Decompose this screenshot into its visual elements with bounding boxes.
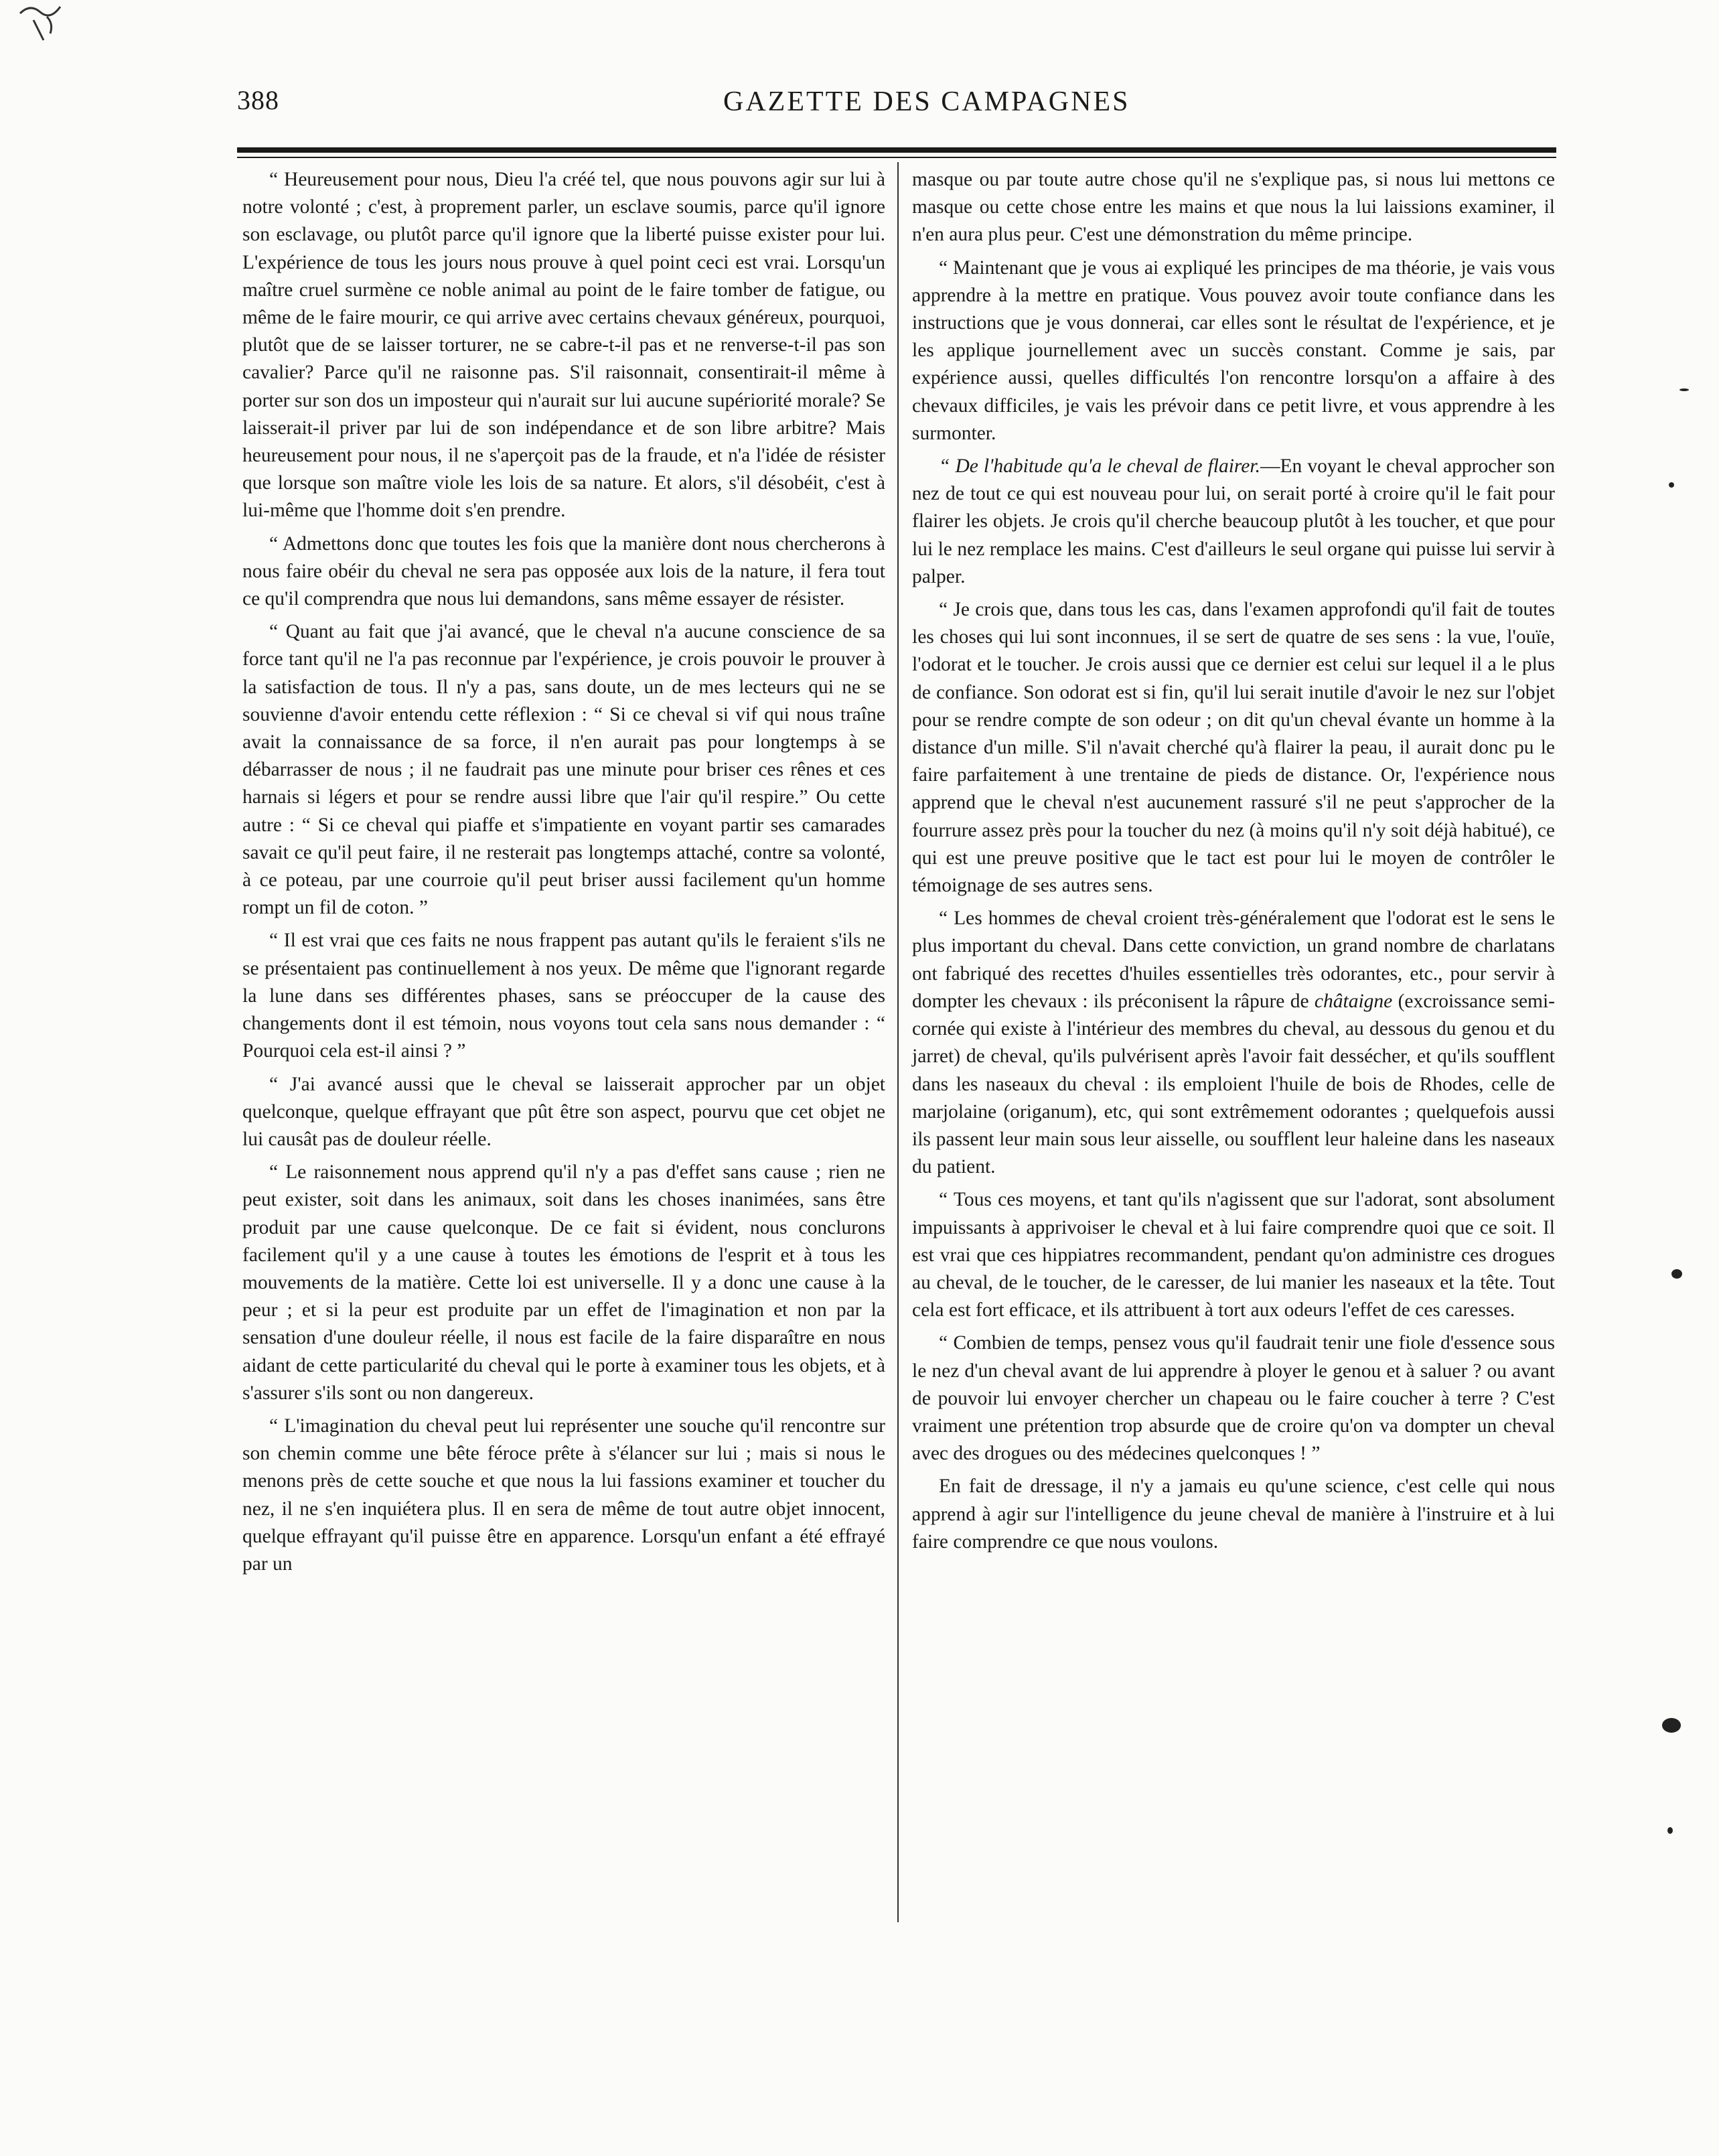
- speck-mark: [1667, 1827, 1673, 1834]
- paragraph: “ Je crois que, dans tous les cas, dans l'examen approfondi qu'il fait de toutes les choses qui lui sont inconnues, il se sert de quatre de ses sens : la vue, l'ouïe, l'odorat et le toucher. Je crois aussi que ce dernier est celui sur lequel il a le plus de confiance. Son odorat est si fin, qu'il lui serait inutile d'avoir le nez sur l'objet pour se rendre compte de son odeur ; on dit qu'un cheval évante un homme à la distance d'un mille. S'il n'avait cherché qu'à flairer la peau, il aurait donc pu le faire parfaitement à une trentaine de pieds de distance. Or, l'expérience nous apprend que le cheval n'est aucunement rassuré s'il ne peut s'approcher de la fourrure assez près pour la toucher du nez (à moins qu'il n'y soit déjà habitué), ce qui est une preuve positive que le tact est pour lui le moyen de contrôler le témoignage de ses autres sens.: [912, 599, 1555, 897]
- paragraph: masque ou par toute autre chose qu'il ne s'explique pas, si nous lui mettons ce masque ou cette chose entre les mains et que nous la lui laissions examiner, il n'en aura plus peur. C'est une démonstration du même principe.: [912, 169, 1555, 246]
- paragraph: “ Maintenant que je vous ai expliqué les principes de ma théorie, je vais vous apprendre à la mettre en pratique. Vous pouvez avoir toute confiance dans les instructions que je vous donnerai, car elles sont le résultat de l'expérience, et je les applique journellement avec un succès constant. Comme je sais, par expérience aussi, quelles difficultés l'on rencontre lorsqu'on a affaire à des chevaux difficiles, je vais les prévoir dans ce petit livre, et vous apprendre à les surmonter.: [912, 257, 1555, 444]
- speck-mark: [1662, 1718, 1681, 1733]
- paragraph: “ J'ai avancé aussi que le cheval se laisserait approcher par un objet quelconque, quelque effrayant que pût être son aspect, pourvu que cet objet ne lui causât pas de douleur réelle.: [242, 1073, 885, 1150]
- header-rule: [237, 147, 1556, 153]
- paragraph: “ Combien de temps, pensez vous qu'il faudrait tenir une fiole d'essence sous le nez d'un cheval avant de lui apprendre à ployer le genou et à saluer ? ou avant de pouvoir lui envoyer chercher un chapeau ou le faire coucher à terre ? C'est vraiment une prétention trop absurde que de croire qu'on va dompter un cheval avec des drogues ou des médecines quelconques ! ”: [912, 1332, 1555, 1465]
- section-heading: “ De l'habitude qu'a le cheval de flairer.: [939, 455, 1260, 478]
- running-title: GAZETTE DES CAMPAGNES: [723, 86, 1130, 117]
- speck-mark: [1669, 482, 1674, 488]
- paragraph: En fait de dressage, il n'y a jamais eu qu'une science, c'est celle qui nous apprend à agir sur l'intelligence du jeune cheval de manière à l'instruire et à lui faire comprendre ce que nous voulons.: [912, 1476, 1555, 1553]
- header-rule-thin: [237, 157, 1556, 158]
- paragraph: “ Quant au fait que j'ai avancé, que le cheval n'a aucune conscience de sa force tant qu'il ne l'a pas reconnue par l'expérience, je crois pouvoir le prouver à la satisfaction de tous. Il n'y a pas, sans doute, un de mes lecteurs qui ne se souvienne d'avoir entendu cette réflexion : “ Si ce cheval si vif qui nous traîne avait la connaissance de sa force, il n'en aurait pas pour longtemps à se débarrasser de nous ; il ne faudrait pas une minute pour briser ces rênes et ces harnais si légers et pour se rendre aussi libre que l'air qu'il respire.” Ou cette autre : “ Si ce cheval qui piaffe et s'impatiente en voyant partir ses camarades savait ce qu'il peut faire, il ne resterait pas longtemps attaché, contre sa volonté, à ce poteau, par une courroie qu'il peut briser aussi facilement qu'un homme rompt un fil de coton. ”: [242, 621, 885, 919]
- left-column: [242, 166, 885, 1583]
- column-divider: [897, 162, 899, 1922]
- paragraph: “ L'imagination du cheval peut lui représenter une souche qu'il rencontre sur son chemin comme une bête féroce prête à s'élancer sur lui ; mais si nous le menons près de cette souche et que nous la lui fassions examiner et toucher du nez, il ne s'en inquiétera plus. Il en sera de même de tout autre objet innocent, quelque effrayant qu'il puisse être en apparence. Lorsqu'un enfant a été effrayé par un: [242, 1415, 885, 1575]
- speck-mark: [1671, 1269, 1682, 1279]
- paragraph: “ Il est vrai que ces faits ne nous frappent pas autant qu'ils le feraient s'ils ne se présentaient pas continuellement à nos yeux. De même que l'ignorant regarde la lune dans ses différentes phases, sans se préoccuper de la cause des changements dont il est témoin, nous voyons tout cela sans nous demander : “ Pourquoi cela est-il ainsi ? ”: [242, 930, 885, 1062]
- ink-blot: [13, 0, 74, 47]
- paragraph: “ Le raisonnement nous apprend qu'il n'y a pas d'effet sans cause ; rien ne peut exister, soit dans les animaux, soit dans les choses inanimées, sans être produit par une cause quelconque. De ce fait si évident, nous conclurons facilement qu'il y a une cause à toutes les émotions de l'esprit et à tous les mouvements de la matière. Cette loi est universelle. Il y a donc une cause à la peur ; et si la peur est produite par un effet de l'imagination et non par la sensation d'une douleur réelle, il nous est facile de la faire disparaître en nous aidant de cette particularité du cheval qui le porte à examiner tous les objets, et à s'assurer s'ils sont ou non dangereux.: [242, 1161, 885, 1404]
- italic-term: châtaigne: [1314, 990, 1393, 1012]
- paragraph-text: “ Les hommes de cheval croient très-généralement que l'odorat est le sens le plus important du cheval. Dans cette conviction, un grand nombre de charlatans ont fabriqué des recettes d'huiles essentielles très odorantes, etc., pour servir à dompter les chevaux : ils préconisent la râpure de: [912, 908, 1555, 1012]
- page-number: 388: [237, 85, 279, 115]
- speck-mark: [1679, 388, 1689, 391]
- right-column: [912, 166, 1555, 1561]
- paragraph: “ Admettons donc que toutes les fois que la manière dont nous chercherons à nous faire obéir du cheval ne sera pas opposée aux lois de la nature, il fera tout ce qu'il comprendra que nous lui demandons, sans même essayer de résister.: [242, 532, 885, 610]
- paragraph-text: (excroissance semi-cornée qui existe à l'intérieur des membres du cheval, au dessous du genou et du jarret) de cheval, qu'ils pulvérisent après l'avoir fait dessécher, et qu'ils soufflent dans les naseaux du cheval : ils emploient l'huile de bois de Rhodes, celle de marjolaine (origanum), etc, qui sont extrêmement odorantes ; quelquefois aussi ils passent leur main sous leur aisselle, ou soufflent leur haleine dans les naseaux du patient.: [912, 990, 1556, 1178]
- paragraph: “ Heureusement pour nous, Dieu l'a créé tel, que nous pouvons agir sur lui à notre volonté ; c'est, à proprement parler, un esclave soumis, parce qu'il ignore son esclavage, ou plutôt parce qu'il ignore que la liberté puisse exister pour lui. L'expérience de tous les jours nous prouve à quel point ceci est vrai. Lorsqu'un maître cruel surmène ce noble animal au point de le faire tomber de fatigue, ou même de le faire mourir, ce qui arrive avec certains chevaux généreux, pourquoi, plutôt que de se laisser torturer, ne se cabre-t-il pas et ne renverse-t-il pas son cavalier? Parce qu'il ne raisonne pas. S'il raisonnait, consentirait-il même à porter sur son dos un imposteur qui n'aurait sur lui aucune supériorité morale? Se laisserait-il priver par lui de son indépendance et de son libre arbitre? Mais heureusement pour nous, il ne s'aperçoit pas de la fraude, et n'a l'idée de résister que lorsque son maître viole les lois de sa nature. Et alors, s'il désobéit, c'est à lui-même que l'homme doit s'en prendre.: [242, 169, 885, 522]
- paragraph: [912, 905, 1555, 1181]
- section-paragraph: [912, 453, 1555, 591]
- paragraph: “ Tous ces moyens, et tant qu'ils n'agissent que sur l'adorat, sont absolument impuissants à apprivoiser le cheval et à lui faire comprendre quoi que ce soit. Il est vrai que ces hippiatres recommandent, pendant qu'on administre ces drogues au cheval, de le toucher, de le caresser, de lui manier les naseaux et la tête. Tout cela est fort efficace, et ils attribuent à tort aux odeurs l'effet de ces caresses.: [912, 1189, 1555, 1321]
- section-body: —En voyant le cheval approcher son nez de tout ce qui est nouveau pour lui, on serait porté à croire qu'il le fait pour flairer les objets. Je crois qu'il cherche beaucoup plutôt à les toucher, et que pour lui le nez remplace les mains. C'est d'ailleurs le seul organe qui puisse lui servir à palper.: [912, 455, 1556, 587]
